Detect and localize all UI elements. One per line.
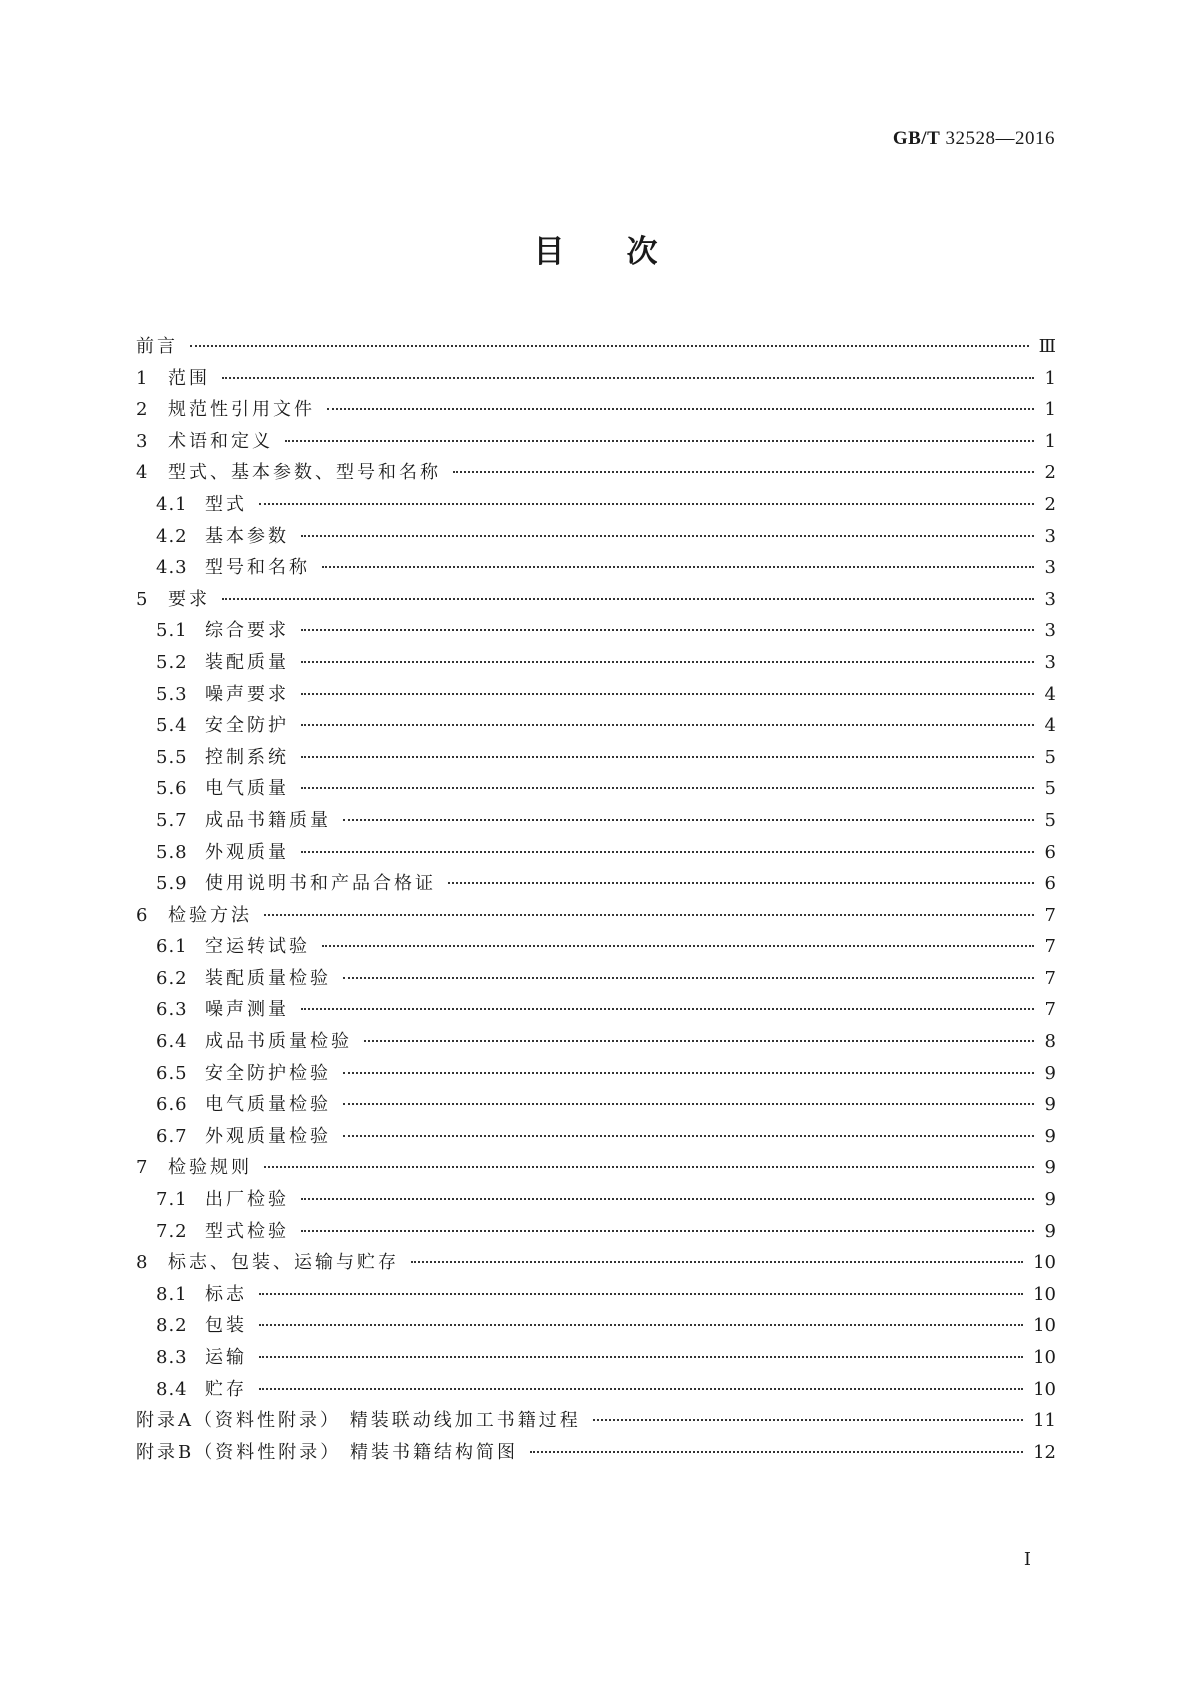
toc-entry-title: 综合要求 xyxy=(205,620,289,642)
toc-entry-number: 8 xyxy=(136,1252,149,1274)
toc-dot-leader xyxy=(259,1356,1023,1358)
toc-entry-number: 6 xyxy=(136,904,149,926)
toc-entry-title: 包装 xyxy=(205,1315,247,1337)
toc-entry[interactable] xyxy=(136,1247,1056,1279)
toc-entry-number: 5.9 xyxy=(156,873,188,895)
toc-entry-number: 6.1 xyxy=(156,936,188,958)
toc-entry-number: 8.4 xyxy=(156,1378,188,1400)
toc-entry-number: 1 xyxy=(136,367,149,389)
toc-entry-page: 1 xyxy=(1044,399,1056,421)
toc-entry-title: 使用说明书和产品合格证 xyxy=(205,873,436,895)
toc-entry[interactable] xyxy=(136,868,1056,900)
toc-dot-leader xyxy=(411,1261,1023,1263)
toc-entry-page: 6 xyxy=(1044,841,1056,863)
toc-entry-number: 5.5 xyxy=(156,746,188,768)
toc-entry-title: 电气质量 xyxy=(205,778,289,800)
toc-dot-leader xyxy=(190,345,1029,347)
toc-entry-title: 出厂检验 xyxy=(205,1189,289,1211)
toc-entry-page: 9 xyxy=(1044,1062,1056,1084)
toc-entry-number: 7.1 xyxy=(156,1189,188,1211)
toc-dot-leader xyxy=(301,787,1034,789)
toc-dot-leader xyxy=(301,851,1034,853)
toc-dot-leader xyxy=(364,1040,1034,1042)
toc-dot-leader xyxy=(448,882,1034,884)
toc-entry-page: 10 xyxy=(1033,1378,1056,1400)
toc-entry-page: 3 xyxy=(1044,588,1056,610)
toc-entry[interactable] xyxy=(136,679,1056,711)
toc-entry-number: 3 xyxy=(136,430,149,452)
toc-entry-number: 7 xyxy=(136,1157,149,1179)
toc-dot-leader xyxy=(327,408,1034,410)
toc-dot-leader xyxy=(259,503,1034,505)
toc-entry-number: 4.3 xyxy=(156,557,188,579)
toc-entry[interactable] xyxy=(136,1058,1056,1090)
toc-entry-page: 10 xyxy=(1033,1347,1056,1368)
toc-entry-page: 10 xyxy=(1033,1252,1056,1274)
toc-entry-title: 型式检验 xyxy=(205,1220,289,1242)
toc-entry-number: 6.4 xyxy=(156,1031,188,1053)
toc-entry-number: 5 xyxy=(136,588,149,610)
toc-dot-leader xyxy=(301,1198,1034,1200)
toc-entry-title: 附录A（资料性附录） 精装联动线加工书籍过程 xyxy=(136,1410,581,1432)
toc-entry[interactable] xyxy=(136,584,1056,616)
toc-dot-leader xyxy=(259,1293,1023,1295)
toc-entry[interactable] xyxy=(136,963,1056,995)
toc-entry-title: 范围 xyxy=(168,367,210,389)
standard-prefix: GB/T xyxy=(892,128,941,149)
toc-entry-title: 外观质量检验 xyxy=(205,1125,331,1147)
toc-entry-title: 贮存 xyxy=(205,1378,247,1400)
toc-entry-number: 8.1 xyxy=(156,1283,188,1305)
toc-entry-page: 5 xyxy=(1044,778,1056,800)
toc-dot-leader xyxy=(264,914,1034,916)
toc-entry-title: 外观质量 xyxy=(205,841,289,863)
toc-dot-leader xyxy=(259,1324,1023,1326)
toc-entry-number: 6.5 xyxy=(156,1062,188,1084)
toc-entry-title: 装配质量检验 xyxy=(205,967,331,989)
toc-entry[interactable] xyxy=(136,552,1056,584)
toc-entry[interactable] xyxy=(136,1310,1056,1342)
toc-entry-title: 安全防护 xyxy=(205,715,289,737)
toc-entry-title: 规范性引用文件 xyxy=(168,399,315,421)
toc-entry-title: 型式 xyxy=(205,493,247,515)
toc-entry-page: 9 xyxy=(1044,1094,1056,1116)
toc-entry[interactable] xyxy=(136,521,1056,553)
page-number: I xyxy=(1023,1549,1031,1570)
toc-entry-title: 噪声测量 xyxy=(205,999,289,1021)
toc-entry-title: 成品书质量检验 xyxy=(205,1031,352,1053)
toc-entry-page: 9 xyxy=(1044,1189,1056,1211)
toc-entry-title: 标志、包装、运输与贮存 xyxy=(168,1252,399,1274)
toc-entry-title: 型式、基本参数、型号和名称 xyxy=(168,462,441,484)
toc-dot-leader xyxy=(264,1166,1034,1168)
toc-entry-title: 运输 xyxy=(205,1347,247,1368)
toc-entry[interactable] xyxy=(136,1437,1056,1469)
toc-dot-leader xyxy=(453,471,1034,473)
toc-entry[interactable] xyxy=(136,994,1056,1026)
toc-entry[interactable] xyxy=(136,426,1056,458)
toc-entry[interactable] xyxy=(136,1184,1056,1216)
toc-entry-page: 11 xyxy=(1033,1410,1056,1432)
toc-dot-leader xyxy=(301,661,1034,663)
toc-entry-page: 3 xyxy=(1044,557,1056,579)
toc-entry[interactable] xyxy=(136,1279,1056,1311)
toc-entry-page: 9 xyxy=(1044,1157,1056,1179)
toc-entry-page: 7 xyxy=(1044,999,1056,1021)
toc-entry-page: 10 xyxy=(1033,1315,1056,1337)
toc-entry[interactable] xyxy=(136,1152,1056,1184)
toc-entry-title: 空运转试验 xyxy=(205,936,310,958)
toc-entry-title: 控制系统 xyxy=(205,746,289,768)
toc-entry[interactable] xyxy=(136,1026,1056,1058)
toc-entry[interactable] xyxy=(136,1405,1056,1437)
toc-dot-leader xyxy=(530,1451,1023,1453)
toc-entry-title: 型号和名称 xyxy=(205,557,310,579)
toc-entry-page: Ⅲ xyxy=(1038,336,1056,357)
page-title: 目次 xyxy=(533,234,720,270)
table-of-contents xyxy=(136,331,1056,1468)
toc-entry[interactable] xyxy=(136,710,1056,742)
toc-entry[interactable] xyxy=(136,773,1056,805)
toc-dot-leader xyxy=(343,1135,1034,1137)
toc-entry-page: 3 xyxy=(1044,620,1056,642)
toc-entry-number: 2 xyxy=(136,399,149,421)
toc-entry-title: 安全防护检验 xyxy=(205,1062,331,1084)
toc-entry[interactable] xyxy=(136,647,1056,679)
toc-entry-number: 4.2 xyxy=(156,525,188,547)
toc-entry[interactable] xyxy=(136,615,1056,647)
toc-entry-number: 5.3 xyxy=(156,683,188,705)
toc-entry-title: 附录B（资料性附录） 精装书籍结构简图 xyxy=(136,1441,518,1463)
toc-entry[interactable] xyxy=(136,394,1056,426)
toc-entry-title: 装配质量 xyxy=(205,651,289,673)
toc-entry-number: 8.3 xyxy=(156,1347,188,1368)
toc-entry[interactable] xyxy=(136,805,1056,837)
toc-entry[interactable] xyxy=(136,837,1056,869)
toc-dot-leader xyxy=(301,693,1034,695)
toc-entry-page: 5 xyxy=(1044,746,1056,768)
toc-entry-number: 5.4 xyxy=(156,715,188,737)
toc-entry-number: 6.7 xyxy=(156,1125,188,1147)
toc-dot-leader xyxy=(222,598,1034,600)
toc-entry-page: 9 xyxy=(1044,1220,1056,1242)
toc-dot-leader xyxy=(593,1419,1023,1421)
toc-dot-leader xyxy=(301,629,1034,631)
toc-entry-title: 检验规则 xyxy=(168,1157,252,1179)
toc-entry-number: 5.8 xyxy=(156,841,188,863)
toc-entry-title: 术语和定义 xyxy=(168,430,273,452)
toc-entry-page: 3 xyxy=(1044,525,1056,547)
toc-entry[interactable] xyxy=(136,1342,1056,1374)
toc-entry-title: 标志 xyxy=(205,1283,247,1305)
toc-entry-title: 要求 xyxy=(168,588,210,610)
toc-dot-leader xyxy=(301,724,1034,726)
toc-entry-page: 8 xyxy=(1044,1031,1056,1053)
toc-entry-title: 成品书籍质量 xyxy=(205,809,331,831)
toc-dot-leader xyxy=(322,945,1034,947)
toc-entry-page: 5 xyxy=(1044,809,1056,831)
standard-number: 32528—2016 xyxy=(945,128,1055,149)
toc-entry-number: 7.2 xyxy=(156,1220,188,1242)
toc-dot-leader xyxy=(259,1388,1023,1390)
toc-dot-leader xyxy=(301,1230,1034,1232)
toc-entry-page: 3 xyxy=(1044,651,1056,673)
toc-entry-page: 7 xyxy=(1044,936,1056,958)
standard-code xyxy=(893,128,1055,150)
toc-entry-page: 1 xyxy=(1044,430,1056,452)
toc-dot-leader xyxy=(301,535,1034,537)
toc-entry-page: 10 xyxy=(1033,1283,1056,1305)
toc-entry[interactable] xyxy=(136,742,1056,774)
toc-entry-page: 4 xyxy=(1044,715,1056,737)
toc-entry[interactable] xyxy=(136,1216,1056,1248)
toc-entry-page: 12 xyxy=(1033,1441,1056,1463)
toc-entry-page: 2 xyxy=(1044,462,1056,484)
toc-entry[interactable] xyxy=(136,363,1056,395)
toc-entry-title: 检验方法 xyxy=(168,904,252,926)
toc-dot-leader xyxy=(301,756,1034,758)
toc-entry-number: 4 xyxy=(136,462,149,484)
toc-entry-title: 基本参数 xyxy=(205,525,289,547)
toc-entry-title: 噪声要求 xyxy=(205,683,289,705)
toc-entry-number: 5.1 xyxy=(156,620,188,642)
toc-entry-page: 7 xyxy=(1044,967,1056,989)
toc-dot-leader xyxy=(343,819,1034,821)
toc-dot-leader xyxy=(301,1008,1034,1010)
toc-entry-title: 电气质量检验 xyxy=(205,1094,331,1116)
toc-dot-leader xyxy=(343,977,1034,979)
toc-entry-number: 5.2 xyxy=(156,651,188,673)
toc-entry-number: 8.2 xyxy=(156,1315,188,1337)
toc-entry[interactable] xyxy=(136,931,1056,963)
toc-entry[interactable] xyxy=(136,1121,1056,1153)
toc-entry[interactable] xyxy=(136,489,1056,521)
toc-entry-number: 6.2 xyxy=(156,967,188,989)
toc-entry[interactable] xyxy=(136,457,1056,489)
toc-dot-leader xyxy=(343,1072,1034,1074)
toc-entry-page: 7 xyxy=(1044,904,1056,926)
toc-entry-page: 9 xyxy=(1044,1125,1056,1147)
toc-entry-number: 4.1 xyxy=(156,493,188,515)
toc-dot-leader xyxy=(222,377,1034,379)
toc-entry-number: 5.7 xyxy=(156,809,188,831)
toc-entry-title: 前言 xyxy=(136,336,178,357)
toc-entry-page: 4 xyxy=(1044,683,1056,705)
toc-dot-leader xyxy=(343,1103,1034,1105)
toc-entry[interactable] xyxy=(136,1089,1056,1121)
toc-entry-page: 6 xyxy=(1044,873,1056,895)
toc-entry[interactable] xyxy=(136,1374,1056,1406)
toc-entry-number: 5.6 xyxy=(156,778,188,800)
toc-dot-leader xyxy=(322,566,1034,568)
toc-entry-number: 6.3 xyxy=(156,999,188,1021)
toc-entry[interactable] xyxy=(136,331,1056,363)
toc-entry[interactable] xyxy=(136,900,1056,932)
toc-entry-page: 2 xyxy=(1044,493,1056,515)
toc-entry-number: 6.6 xyxy=(156,1094,188,1116)
toc-entry-page: 1 xyxy=(1044,367,1056,389)
toc-dot-leader xyxy=(285,440,1034,442)
